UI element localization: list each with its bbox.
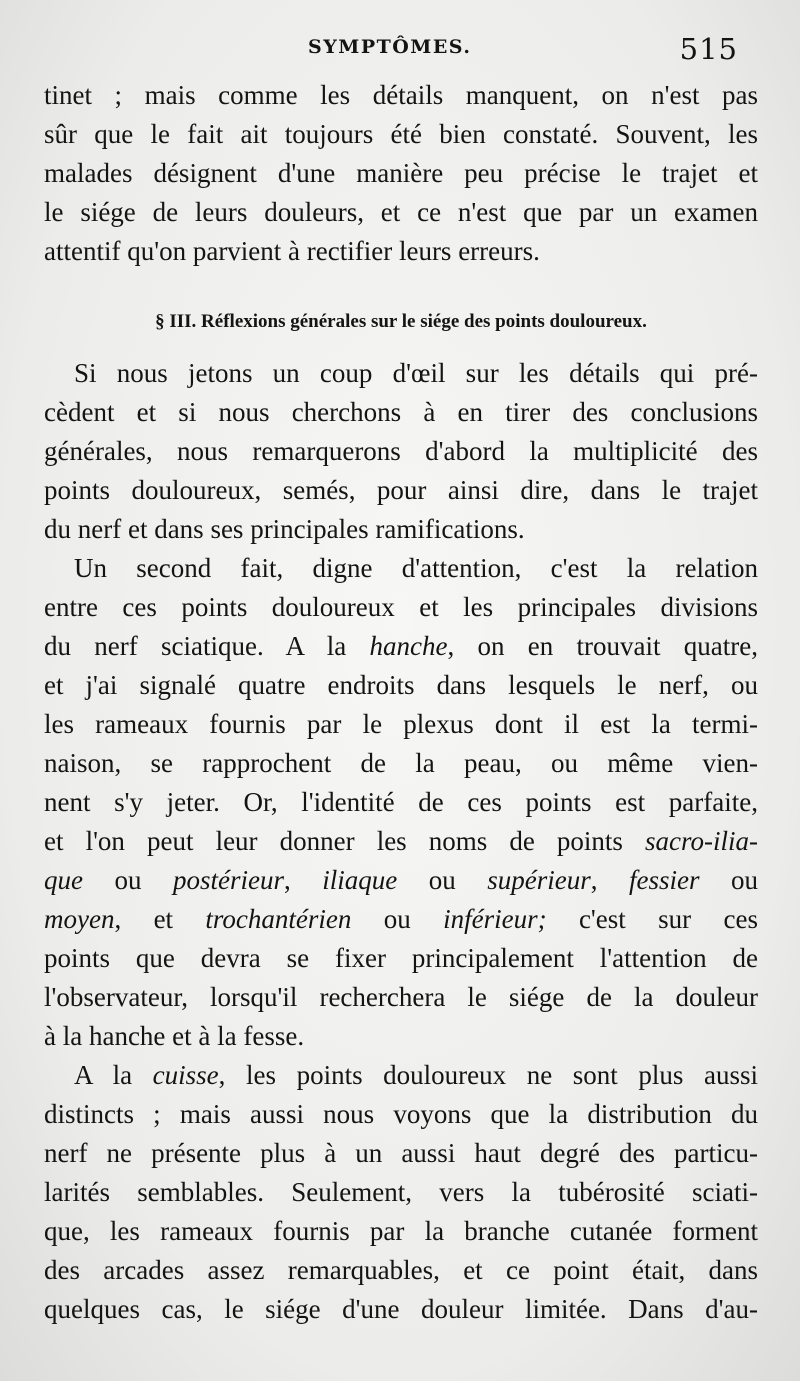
text-line: cèdent et si nous cherchons à en tirer des conclusions (44, 397, 758, 427)
text-run: du nerf sciatique. A la (44, 631, 370, 661)
text-line: larités semblables. Seulement, vers la tubérosité sciati- (44, 1177, 758, 1207)
italic-term: cuisse (152, 1060, 219, 1090)
running-head (46, 32, 746, 72)
text-line (44, 861, 758, 900)
italic-term: sacro-ilia- (645, 826, 758, 856)
text-line: Si nous jetons un coup d'œil sur les détails qui pré- (74, 358, 758, 388)
text-line: points douloureux, semés, pour ainsi dire, dans le trajet (44, 475, 758, 505)
text-line: du nerf et dans ses principales ramifications. (44, 514, 525, 544)
text-run: , on en trouvait quatre, (447, 631, 758, 661)
text-line (44, 627, 758, 666)
body-text (44, 354, 758, 1329)
running-head-title: SYMPTÔMES. (308, 36, 472, 58)
text-line: tinet ; mais comme les détails manquent, on n'est pas (44, 80, 758, 110)
text-line: malades désignent d'une manière peu précise le trajet et (44, 158, 758, 188)
text-run: , les points douloureux ne sont plus aussi (218, 1060, 758, 1090)
italic-term: fessier (629, 865, 700, 895)
italic-term: trochantérien (205, 904, 352, 934)
text-line (44, 1056, 758, 1095)
text-run: ou (82, 865, 173, 895)
page-number: 515 (679, 32, 738, 66)
italic-term: que (44, 865, 83, 895)
text-line: et j'ai signalé quatre endroits dans lesquels le nerf, ou (44, 670, 758, 700)
text-line: à la hanche et à la fesse. (44, 1021, 305, 1051)
text-line: quelques cas, le siége d'une douleur limitée. Dans d'au- (44, 1294, 758, 1324)
text-line: l'observateur, lorsqu'il recherchera le siége de la douleur (44, 982, 758, 1012)
text-line: sûr que le fait ait toujours été bien constaté. Souvent, les (44, 119, 758, 149)
italic-term: hanche (369, 631, 448, 661)
text-run: , (284, 865, 323, 895)
text-line: les rameaux fournis par le plexus dont il est la termi- (44, 709, 758, 739)
text-line: attentif qu'on parvient à rectifier leurs erreurs. (44, 236, 540, 266)
text-run: , et (114, 904, 206, 934)
text-line: nerf ne présente plus à un aussi haut degré des particu- (44, 1138, 758, 1168)
italic-term: moyen (44, 904, 115, 934)
text-run: ou (699, 865, 758, 895)
text-line: que, les rameaux fournis par la branche cutanée forment (44, 1216, 758, 1246)
italic-term: postérieur (173, 865, 284, 895)
italic-term: supérieur (487, 865, 591, 895)
text-line (44, 822, 758, 861)
text-line: nent s'y jeter. Or, l'identité de ces points est parfaite, (44, 787, 758, 817)
text-run: ou (397, 865, 488, 895)
italic-term: inférieur; (443, 904, 547, 934)
text-run: c'est sur ces (546, 904, 758, 934)
paragraph-continued (44, 76, 758, 271)
text-line: des arcades assez remarquables, et ce point était, dans (44, 1255, 758, 1285)
text-run: , (590, 865, 630, 895)
text-run: ou (351, 904, 444, 934)
text-line: le siége de leurs douleurs, et ce n'est que par un examen (44, 197, 758, 227)
text-line (44, 900, 758, 939)
text-run: et l'on peut leur donner les noms de points (44, 826, 646, 856)
text-line: naison, se rapprochent de la peau, ou même vien- (44, 748, 758, 778)
text-line: points que devra se fixer principalement l'attention de (44, 943, 758, 973)
text-run: A la (74, 1060, 153, 1090)
text-line: distincts ; mais aussi nous voyons que la distribution du (44, 1099, 758, 1129)
text-line: générales, nous remarquerons d'abord la multiplicité des (44, 436, 758, 466)
section-heading: § III. Réflexions générales sur le siége des points douloureux. (155, 311, 647, 332)
italic-term: iliaque (322, 865, 398, 895)
text-line: Un second fait, digne d'attention, c'est la relation (74, 553, 758, 583)
text-line: entre ces points douloureux et les principales divisions (44, 592, 758, 622)
